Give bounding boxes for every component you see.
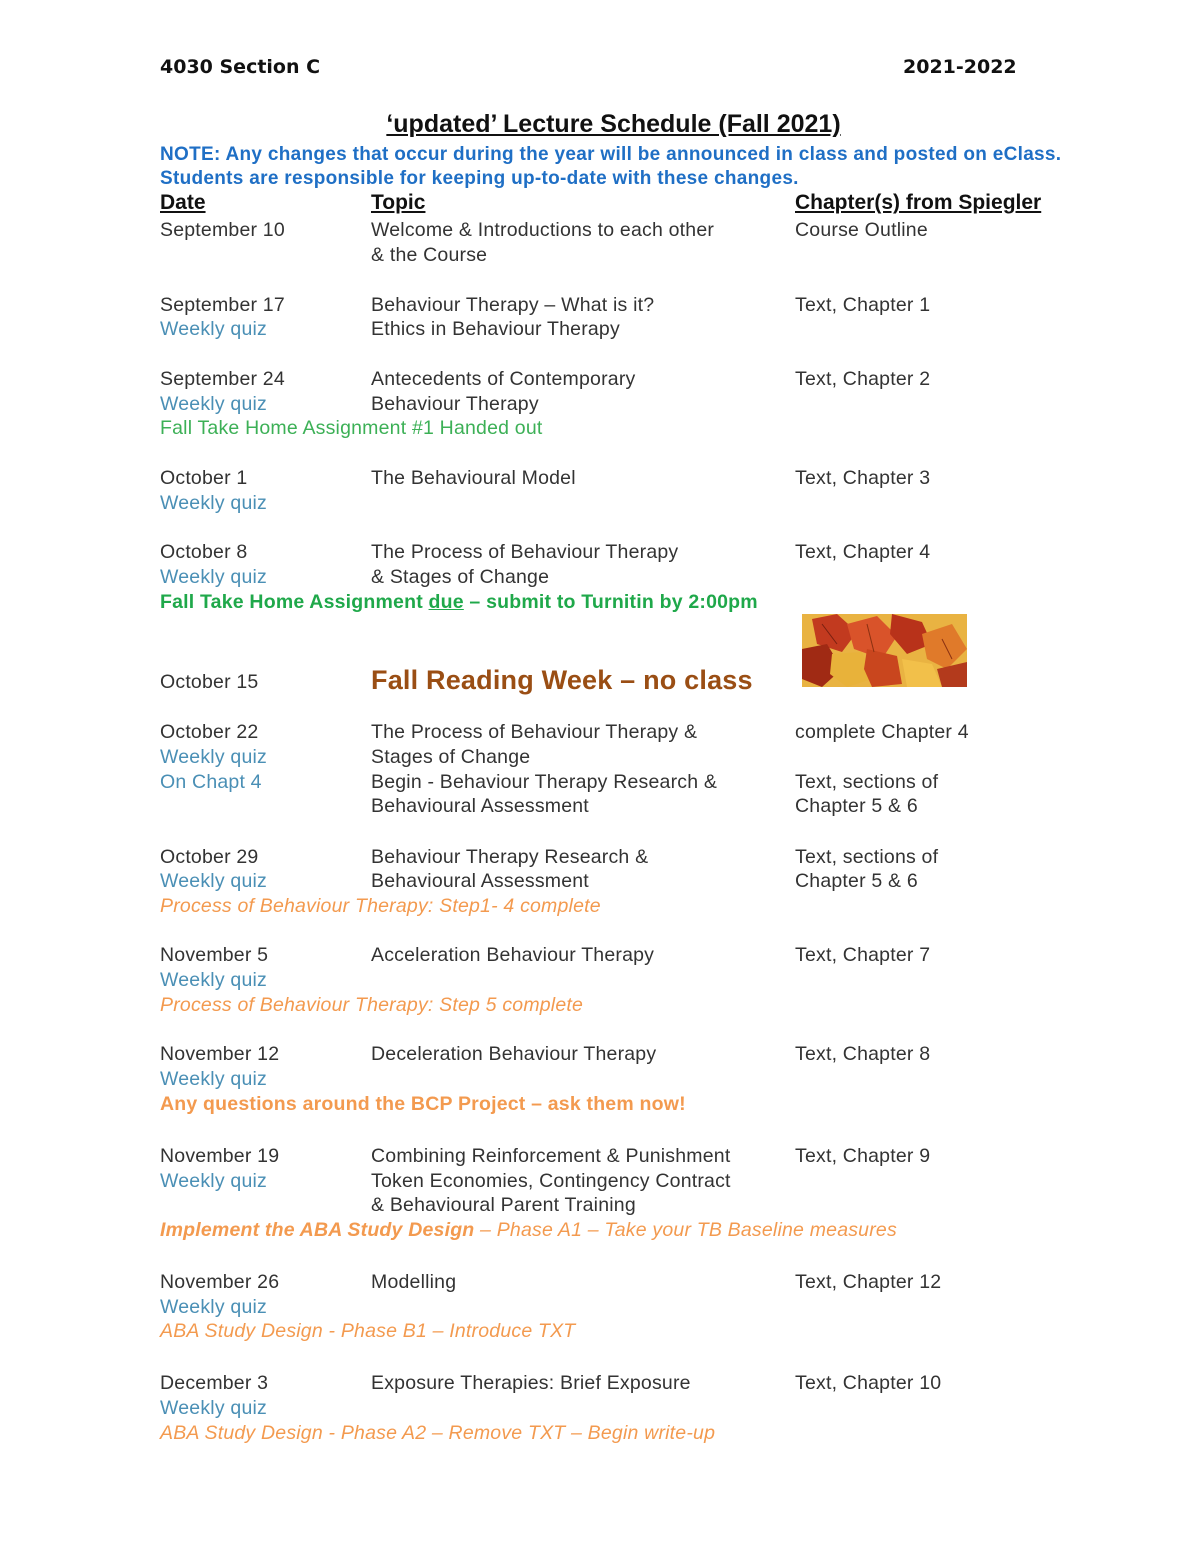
date-nov26: November 26 (160, 1271, 280, 1293)
date-nov12: November 12 (160, 1043, 280, 1065)
chapter-oct22-line1: complete Chapter 4 (795, 721, 969, 743)
quiz-dec3: Weekly quiz (160, 1397, 267, 1419)
quiz-nov19: Weekly quiz (160, 1170, 267, 1192)
topic-nov19-line2: Token Economies, Contingency Contract (371, 1170, 731, 1192)
quiz-sep17: Weekly quiz (160, 318, 267, 340)
topic-sep24-line2: Behaviour Therapy (371, 393, 539, 415)
quiz-nov5: Weekly quiz (160, 969, 267, 991)
topic-nov26: Modelling (371, 1271, 457, 1293)
topic-nov5: Acceleration Behaviour Therapy (371, 944, 655, 966)
chapter-nov26: Text, Chapter 12 (795, 1271, 942, 1293)
date-sep17: September 17 (160, 294, 285, 316)
note-oct8-part3: – submit to Turnitin by 2:00pm (463, 591, 758, 613)
topic-sep17-line2: Ethics in Behaviour Therapy (371, 318, 620, 340)
quiz-oct1: Weekly quiz (160, 492, 267, 514)
topic-sep17-line1: Behaviour Therapy – What is it? (371, 294, 655, 316)
topic-sep10-line2: & the Course (371, 244, 488, 266)
topic-oct22-line2: Stages of Change (371, 746, 531, 768)
topic-nov19-line3: & Behavioural Parent Training (371, 1194, 636, 1216)
topic-oct1: The Behavioural Model (371, 467, 576, 489)
note-oct8-due: due (428, 591, 464, 613)
topic-oct22-line3: Begin - Behaviour Therapy Research & (371, 771, 718, 793)
topic-sep10-line1: Welcome & Introductions to each other (371, 219, 715, 241)
chapter-oct22-line2: Text, sections of (795, 771, 939, 793)
academic-year: 2021-2022 (903, 56, 1017, 78)
date-nov19: November 19 (160, 1145, 280, 1167)
topic-oct8-line2: & Stages of Change (371, 566, 550, 588)
topic-sep24-line1: Antecedents of Contemporary (371, 368, 636, 390)
chapter-sep24: Text, Chapter 2 (795, 368, 931, 390)
date-oct29: October 29 (160, 846, 259, 868)
date-oct8: October 8 (160, 541, 248, 563)
chapter-nov19: Text, Chapter 9 (795, 1145, 931, 1167)
quiz-nov26: Weekly quiz (160, 1296, 267, 1318)
topic-nov19-line1: Combining Reinforcement & Punishment (371, 1145, 731, 1167)
quiz-oct29: Weekly quiz (160, 870, 267, 892)
topic-oct15: Fall Reading Week – no class (371, 665, 753, 695)
note-nov12: Any questions around the BCP Project – ask them now! (160, 1093, 686, 1115)
topic-oct22-line4: Behavioural Assessment (371, 795, 589, 817)
date-sep10: September 10 (160, 219, 285, 241)
topic-oct29-line2: Behavioural Assessment (371, 870, 589, 892)
date-dec3: December 3 (160, 1372, 269, 1394)
note-nov5: Process of Behaviour Therapy: Step 5 complete (160, 994, 584, 1016)
note-nov19-bold: Implement the ABA Study Design (160, 1219, 475, 1241)
chapter-sep10: Course Outline (795, 219, 928, 241)
note-nov19-rest: – Phase A1 – Take your TB Baseline measures (474, 1219, 897, 1241)
chapter-oct29-line1: Text, sections of (795, 846, 939, 868)
course-code: 4030 Section C (160, 56, 321, 78)
note-nov26: ABA Study Design - Phase B1 – Introduce TXT (160, 1320, 576, 1342)
quiz-oct22-chapter: On Chapt 4 (160, 771, 262, 793)
date-oct1: October 1 (160, 467, 248, 489)
topic-oct22-line1: The Process of Behaviour Therapy & (371, 721, 698, 743)
quiz-nov12: Weekly quiz (160, 1068, 267, 1090)
note-oct29: Process of Behaviour Therapy: Step1- 4 complete (160, 895, 601, 917)
chapter-sep17: Text, Chapter 1 (795, 294, 931, 316)
column-header-chapter: Chapter(s) from Spiegler (795, 191, 1042, 214)
chapter-oct29-line2: Chapter 5 & 6 (795, 870, 918, 892)
topic-nov12: Deceleration Behaviour Therapy (371, 1043, 657, 1065)
quiz-sep24: Weekly quiz (160, 393, 267, 415)
quiz-oct8: Weekly quiz (160, 566, 267, 588)
chapter-dec3: Text, Chapter 10 (795, 1372, 942, 1394)
column-header-date: Date (160, 191, 206, 214)
chapter-nov12: Text, Chapter 8 (795, 1043, 931, 1065)
schedule-note: NOTE: Any changes that occur during the year will be announced in class and posted on eClass. Students are responsible for keeping up-to-date with these changes. (160, 144, 1062, 189)
quiz-oct22: Weekly quiz (160, 746, 267, 768)
date-oct15: October 15 (160, 671, 259, 693)
autumn-leaves-icon (802, 614, 967, 687)
note-dec3: ABA Study Design - Phase A2 – Remove TXT – Begin write-up (160, 1422, 716, 1444)
date-oct22: October 22 (160, 721, 259, 743)
note-sep24: Fall Take Home Assignment #1 Handed out (160, 417, 543, 439)
chapter-nov5: Text, Chapter 7 (795, 944, 931, 966)
note-nov19 (160, 1218, 897, 1243)
topic-oct29-line1: Behaviour Therapy Research & (371, 846, 649, 868)
topic-oct8-line1: The Process of Behaviour Therapy (371, 541, 679, 563)
date-nov5: November 5 (160, 944, 269, 966)
date-sep24: September 24 (160, 368, 285, 390)
chapter-oct1: Text, Chapter 3 (795, 467, 931, 489)
topic-dec3: Exposure Therapies: Brief Exposure (371, 1372, 691, 1394)
note-oct8 (160, 590, 758, 615)
column-header-topic: Topic (371, 191, 426, 214)
page-title: ‘updated’ Lecture Schedule (Fall 2021) (386, 110, 841, 138)
chapter-oct22-line3: Chapter 5 & 6 (795, 795, 918, 817)
chapter-oct8: Text, Chapter 4 (795, 541, 931, 563)
note-oct8-part1: Fall Take Home Assignment (160, 591, 429, 613)
